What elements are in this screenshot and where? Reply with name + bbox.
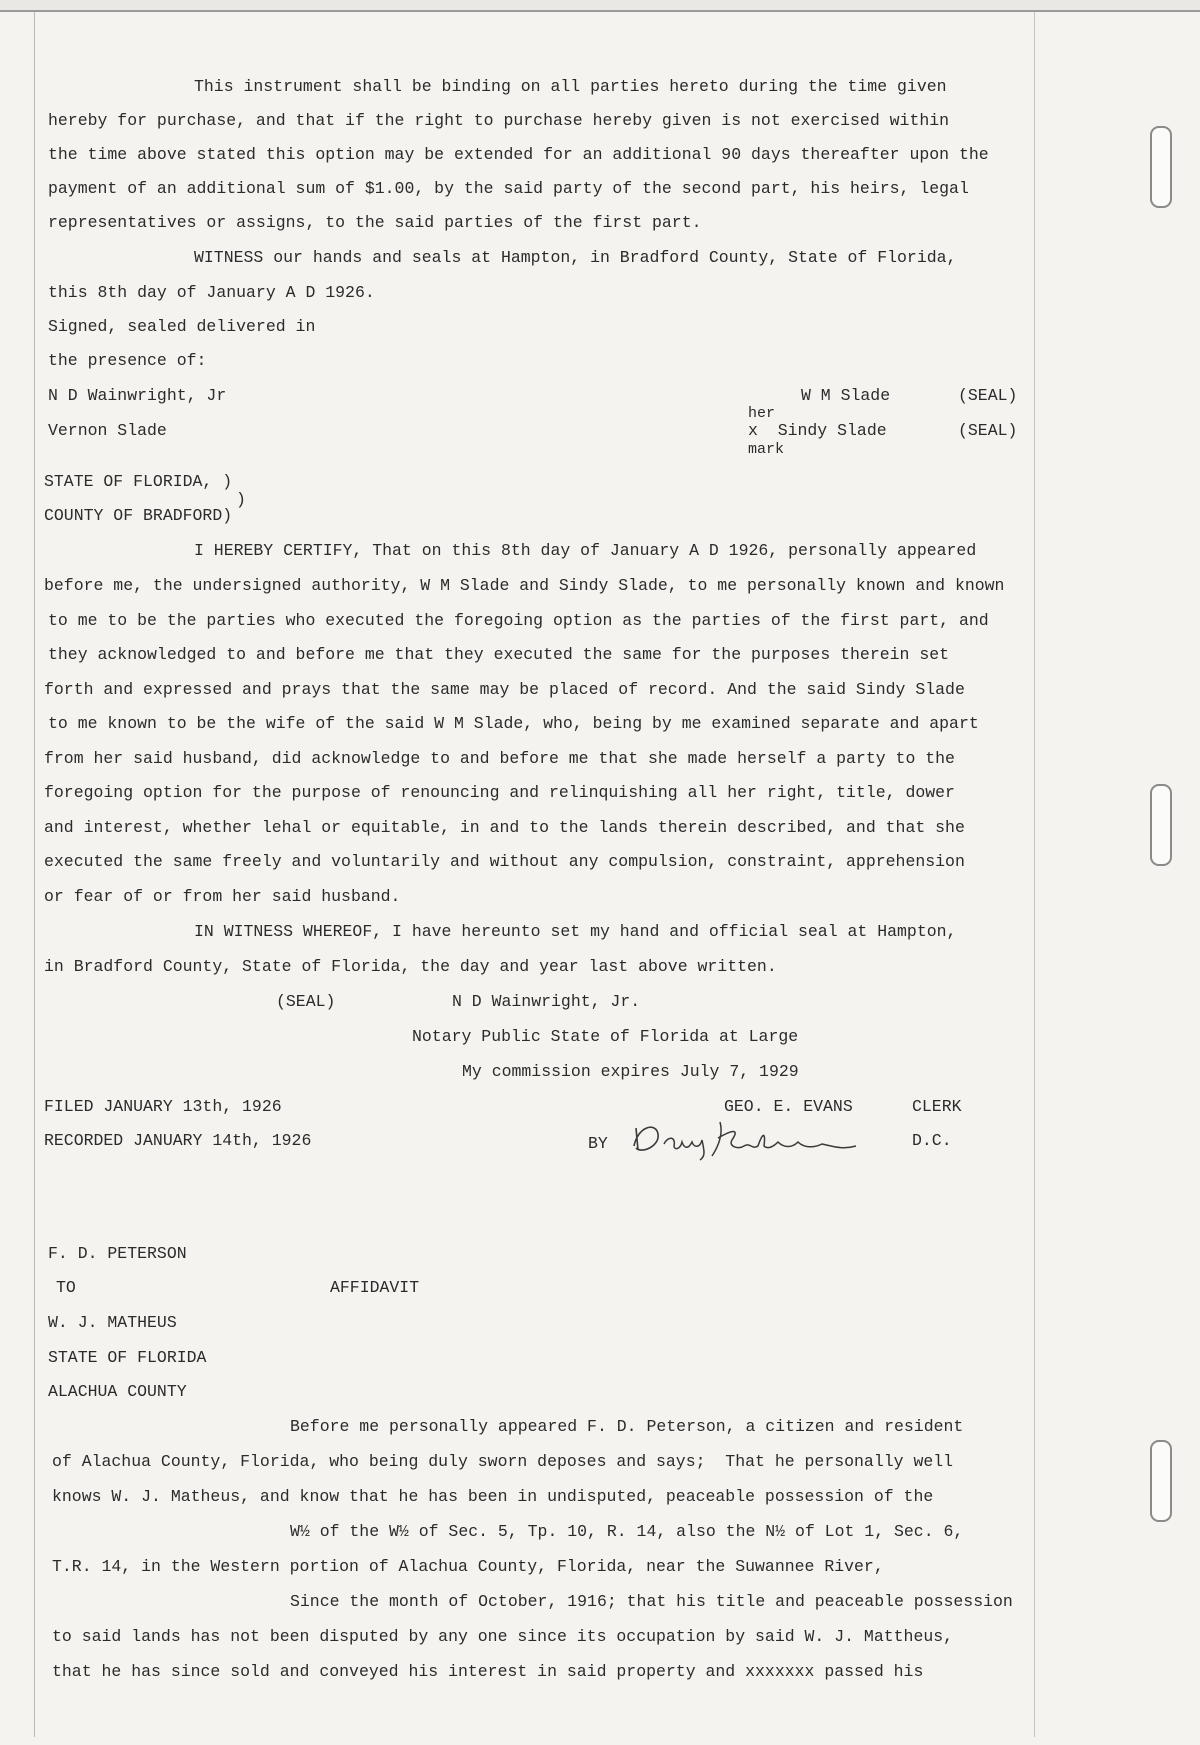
text-line: T.R. 14, in the Western portion of Alachua County, Florida, near the Suwannee River, — [52, 1557, 884, 1576]
text-line: Before me personally appeared F. D. Peterson, a citizen and resident — [290, 1417, 964, 1436]
seal-mark: (SEAL) — [958, 386, 1018, 405]
page-top-edge — [0, 0, 1200, 12]
right-margin-rule — [1034, 12, 1035, 1737]
text-line: knows W. J. Matheus, and know that he has been in undisputed, peaceable possession of the — [52, 1487, 934, 1506]
notary-commission: My commission expires July 7, 1929 — [462, 1062, 799, 1081]
text-line: hereby for purchase, and that if the right to purchase hereby given is not exercised within — [48, 111, 950, 130]
text-line: representatives or assigns, to the said parties of the first part. — [48, 213, 702, 232]
binder-ring-hole-icon — [1150, 1440, 1172, 1522]
signer-name: W M Slade — [801, 386, 891, 405]
deputy-clerk-label: D.C. — [912, 1131, 952, 1150]
witness-name: N D Wainwright, Jr — [48, 386, 227, 405]
filed-date: FILED JANUARY 13th, 1926 — [44, 1097, 282, 1116]
text-line: and interest, whether lehal or equitable, in and to the lands therein described, and that she — [44, 818, 965, 837]
recorded-date: RECORDED JANUARY 14th, 1926 — [44, 1131, 312, 1150]
grantor-name: F. D. PETERSON — [48, 1244, 187, 1263]
text-line: Signed, sealed delivered in — [48, 317, 316, 336]
text-line: this 8th day of January A D 1926. — [48, 283, 375, 302]
text-line: WITNESS our hands and seals at Hampton, in Bradford County, State of Florida, — [194, 248, 957, 267]
venue-bracket: ) — [236, 490, 246, 509]
text-line: foregoing option for the purpose of renouncing and relinquishing all her right, title, dower — [44, 783, 955, 802]
mark-label: her — [748, 405, 776, 422]
notary-name: N D Wainwright, Jr. — [452, 992, 641, 1011]
text-line: that he has since sold and conveyed his interest in said property and xxxxxxx passed his — [52, 1662, 924, 1681]
seal-mark: (SEAL) — [958, 421, 1018, 440]
text-line: Since the month of October, 1916; that his title and peaceable possession — [290, 1592, 1013, 1611]
binder-ring-hole-icon — [1150, 126, 1172, 208]
binder-ring-hole-icon — [1150, 784, 1172, 866]
notary-seal: (SEAL) — [276, 992, 336, 1011]
text-line: forth and expressed and prays that the same may be placed of record. And the said Sindy Slade — [44, 680, 965, 699]
text-line: I HEREBY CERTIFY, That on this 8th day of January A D 1926, personally appeared — [194, 541, 977, 560]
text-line: W½ of the W½ of Sec. 5, Tp. 10, R. 14, also the N½ of Lot 1, Sec. 6, — [290, 1522, 964, 1541]
witness-name: Vernon Slade — [48, 421, 167, 440]
text-line: IN WITNESS WHEREOF, I have hereunto set my hand and official seal at Hampton, — [194, 922, 957, 941]
text-line: before me, the undersigned authority, W M Slade and Sindy Slade, to me personally known and known — [44, 576, 1005, 595]
venue-state: STATE OF FLORIDA, ) — [44, 472, 233, 491]
venue-state: STATE OF FLORIDA — [48, 1348, 207, 1367]
document-title: AFFIDAVIT — [330, 1278, 420, 1297]
mark-label: mark — [748, 441, 785, 458]
text-line: to said lands has not been disputed by any one since its occupation by said W. J. Mattheus, — [52, 1627, 954, 1646]
text-line: the presence of: — [48, 351, 207, 370]
text-line: to me to be the parties who executed the foregoing option as the parties of the first part, and — [48, 611, 989, 630]
grantee-name: W. J. MATHEUS — [48, 1313, 177, 1332]
venue-county: COUNTY OF BRADFORD) — [44, 506, 233, 525]
signer-name: x Sindy Slade — [748, 421, 887, 440]
handwritten-signature-icon — [628, 1116, 864, 1162]
text-line: the time above stated this option may be extended for an additional 90 days thereafter upon the — [48, 145, 989, 164]
left-margin-rule — [34, 12, 35, 1737]
venue-county: ALACHUA COUNTY — [48, 1382, 187, 1401]
clerk-title: CLERK — [912, 1097, 962, 1116]
text-line: of Alachua County, Florida, who being duly sworn deposes and says; That he personally well — [52, 1452, 954, 1471]
text-line: executed the same freely and voluntarily and without any compulsion, constraint, apprehension — [44, 852, 965, 871]
text-line: payment of an additional sum of $1.00, by the said party of the second part, his heirs, legal — [48, 179, 969, 198]
by-label: BY — [588, 1134, 608, 1153]
text-line: This instrument shall be binding on all parties hereto during the time given — [194, 77, 947, 96]
notary-title: Notary Public State of Florida at Large — [412, 1027, 799, 1046]
to-label: TO — [56, 1278, 76, 1297]
text-line: they acknowledged to and before me that they executed the same for the purposes therein set — [48, 645, 950, 664]
text-line: or fear of or from her said husband. — [44, 887, 401, 906]
text-line: in Bradford County, State of Florida, the day and year last above written. — [44, 957, 777, 976]
text-line: to me known to be the wife of the said W M Slade, who, being by me examined separate and apart — [48, 714, 979, 733]
text-line: from her said husband, did acknowledge to and before me that she made herself a party to the — [44, 749, 955, 768]
clerk-name: GEO. E. EVANS — [724, 1097, 853, 1116]
